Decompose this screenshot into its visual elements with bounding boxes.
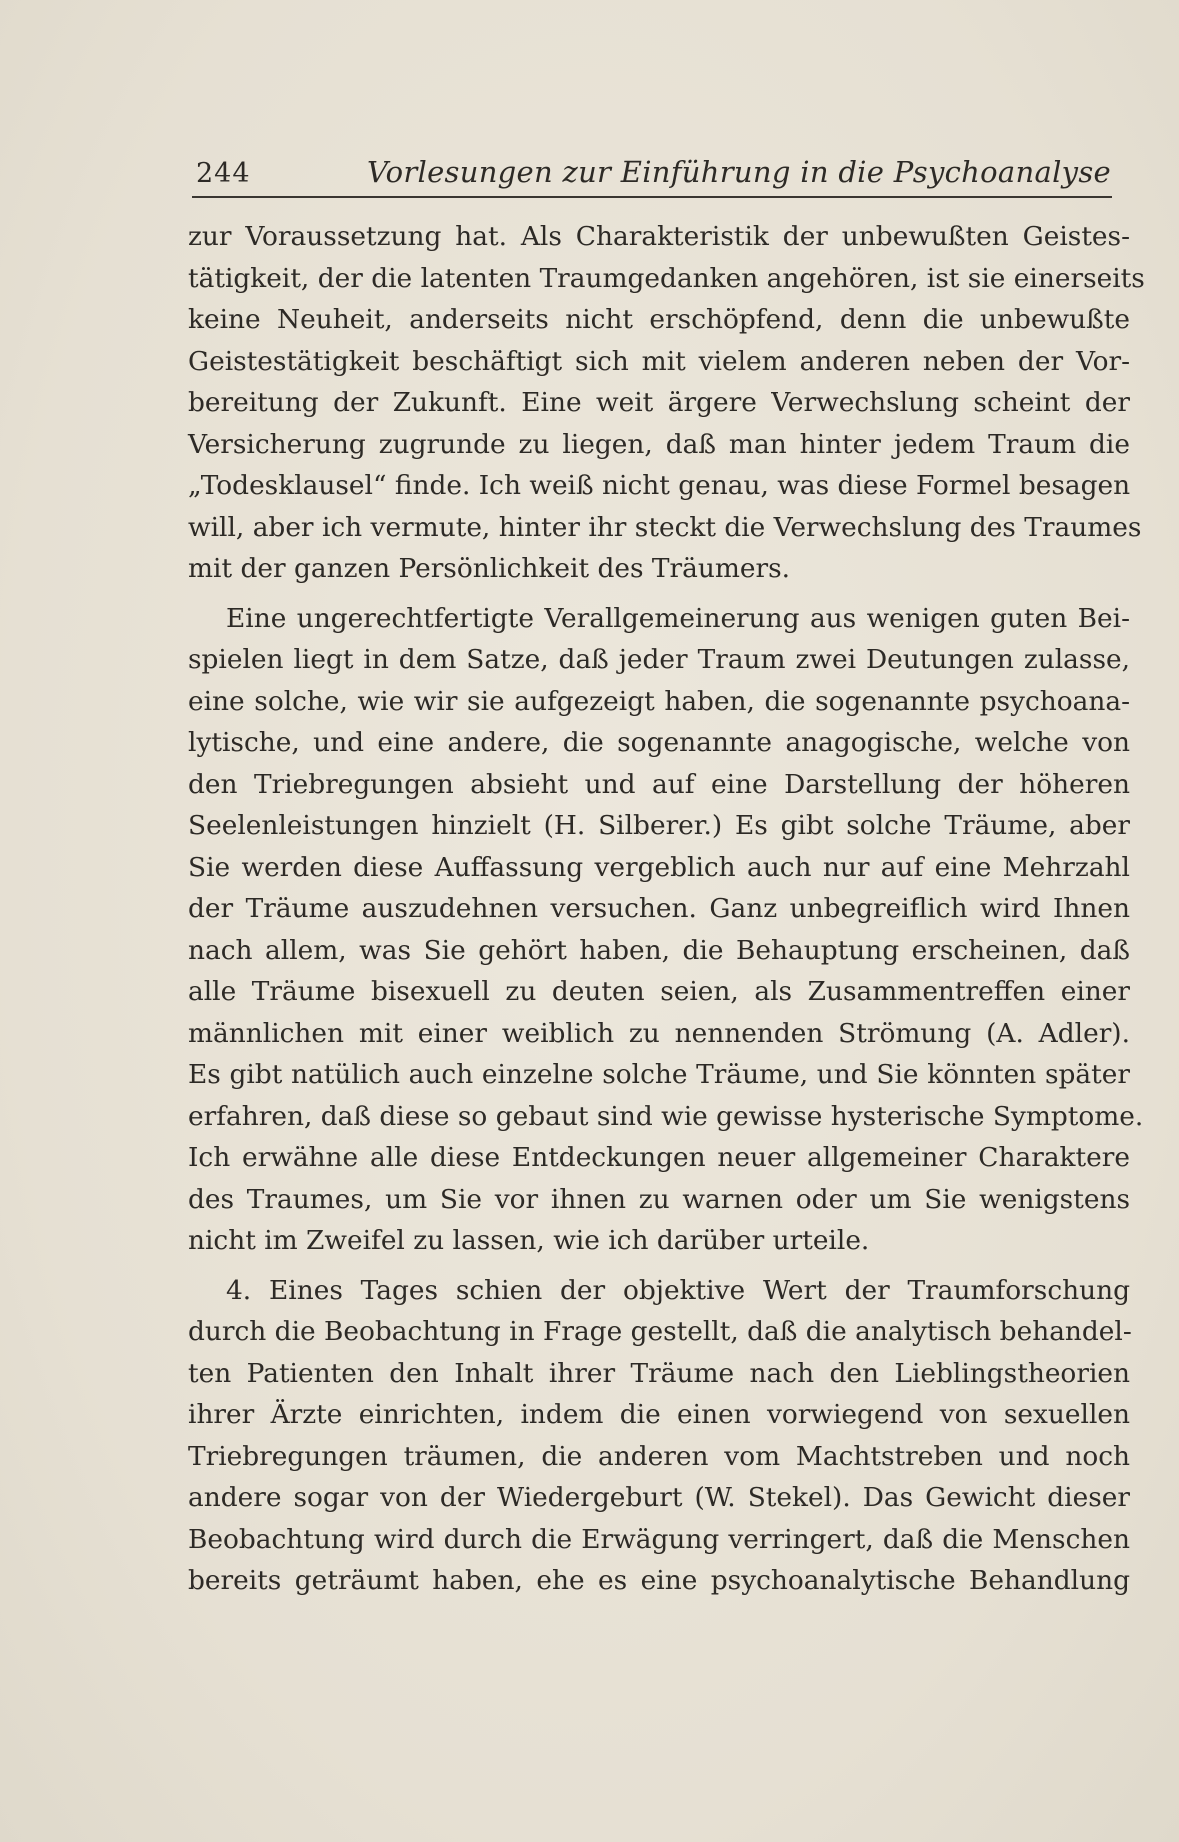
text-line: bereits geträumt haben, ehe es eine psychoanalytische Behandlung — [188, 1565, 1130, 1596]
text-line: eine solche, wie wir sie aufgezeigt haben, die sogenannte psychoana- — [188, 685, 1130, 717]
text-line: ihrer Ärzte einrichten, indem die einen vorwiegend von sexuellen — [188, 1399, 1130, 1430]
text-line: Es gibt natülich auch einzelne solche Träume, und Sie könnten später — [188, 1059, 1130, 1090]
paragraph-gap — [188, 590, 1130, 598]
text-line: ten Patienten den Inhalt ihrer Träume nach den Lieblingstheorien — [188, 1357, 1130, 1389]
body-text — [188, 216, 1145, 1602]
text-line: Sie werden diese Auffassung vergeblich auch nur auf eine Mehrzahl — [188, 851, 1130, 883]
text-line: Versicherung zugrunde zu liegen, daß man hinter jedem Traum die — [188, 428, 1130, 460]
text-line: Seelenleistungen hinzielt (H. Silberer.) Es gibt solche Träume, aber — [188, 810, 1130, 841]
text-line: keine Neuheit, anderseits nicht erschöpfend, denn die unbewußte — [188, 304, 1130, 335]
text-line: erfahren, daß diese so gebaut sind wie gewisse hysterische Symptome. — [188, 1100, 1144, 1132]
text-line: alle Träume bisexuell zu deuten seien, als Zusammentreffen einer — [188, 976, 1130, 1007]
text-line: Ich erwähne alle diese Entdeckungen neuer allgemeiner Charaktere — [188, 1142, 1130, 1173]
text-line: Eine ungerechtfertigte Verallgemeinerung aus wenigen guten Bei- — [226, 602, 1130, 634]
text-line: nach allem, was Sie gehört haben, die Behauptung erscheinen, daß — [188, 934, 1130, 966]
text-line: zur Voraussetzung hat. Als Charakteristik der unbewußten Geistes- — [188, 221, 1130, 252]
text-line: will, aber ich vermute, hinter ihr steckt die Verwechslung des Traumes — [188, 511, 1142, 543]
text-line: des Traumes, um Sie vor ihnen zu warnen oder um Sie wenigstens — [188, 1183, 1130, 1215]
text-line: männlichen mit einer weiblich zu nennenden Strömung (A. Adler). — [188, 1017, 1130, 1049]
text-line: andere sogar von der Wiedergeburt (W. Stekel). Das Gewicht dieser — [188, 1482, 1130, 1513]
text-line: lytische, und eine andere, die sogenannte anagogische, welche von — [188, 727, 1130, 758]
text-line: den Triebregungen absieht und auf eine Darstellung der höheren — [188, 768, 1130, 800]
text-line: tätigkeit, der die latenten Traumgedanken angehören, ist sie einerseits — [188, 262, 1145, 294]
text-line: der Träume auszudehnen versuchen. Ganz unbegreiflich wird Ihnen — [188, 893, 1130, 924]
text-line: spielen liegt in dem Satze, daß jeder Traum zwei Deutungen zulasse, — [188, 644, 1130, 675]
text-line: nicht im Zweifel zu lassen, wie ich darüber urteile. — [188, 1225, 870, 1256]
page-header — [192, 150, 1112, 198]
text-line: Triebregungen träumen, die anderen vom Machtstreben und noch — [188, 1440, 1130, 1472]
running-title: Vorlesungen zur Einführung in die Psychoanalyse — [367, 155, 1111, 189]
text-line: bereitung der Zukunft. Eine weit ärgere Verwechslung scheint der — [188, 387, 1130, 418]
text-line: 4. Eines Tages schien der objektive Wert der Traumforschung — [226, 1274, 1130, 1306]
text-line: durch die Beobachtung in Frage gestellt, daß die analytisch behandel- — [188, 1316, 1132, 1347]
text-line: „Todesklausel“ finde. Ich weiß nicht genau, was diese Formel besagen — [188, 470, 1131, 501]
text-line: Geistestätigkeit beschäftigt sich mit vielem anderen neben der Vor- — [188, 345, 1130, 377]
paragraph-gap — [188, 1262, 1130, 1270]
text-line: mit der ganzen Persönlichkeit des Träumers. — [188, 553, 791, 584]
page-number: 244 — [196, 158, 251, 189]
text-line: Beobachtung wird durch die Erwägung verringert, daß die Menschen — [188, 1523, 1130, 1555]
header-rule — [192, 196, 1112, 198]
